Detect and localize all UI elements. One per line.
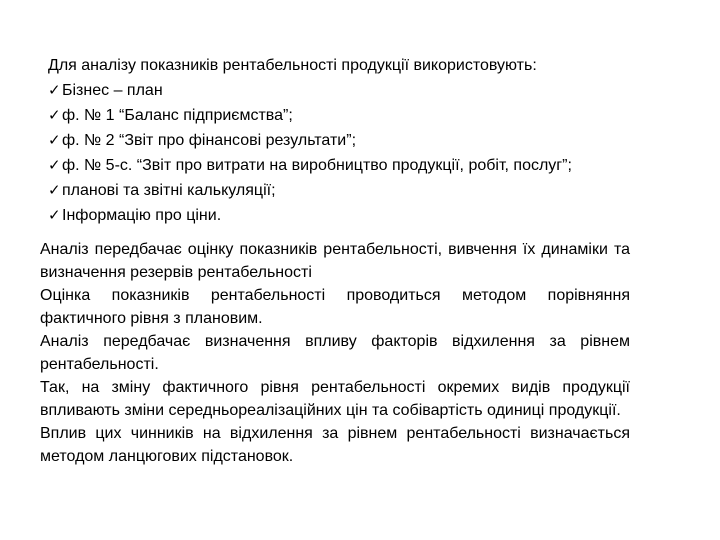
checkmark-icon: ✓ (48, 81, 61, 99)
sources-list-item (48, 203, 668, 228)
sources-item-text: ф. № 5-с. “Звіт про витрати на виробництво продукції, робіт, послуг”; (62, 157, 572, 174)
analysis-paragraph: Аналіз передбачає визначення впливу факторів відхилення за рівнем рентабельності. (40, 333, 630, 373)
checkmark-icon: ✓ (48, 156, 61, 174)
analysis-paragraph: Так, на зміну фактичного рівня рентабельності окремих видів продукції впливають зміни середньореалізаційних цін та собівартість одиниці продукції. (40, 379, 630, 419)
sources-intro: Для аналізу показників рентабельності продукції використовують: (48, 57, 537, 74)
sources-list-item (48, 178, 668, 203)
sources-list-item (48, 128, 668, 153)
analysis-paragraph: Вплив цих чинників на відхилення за рівнем рентабельності визначається методом ланцюгових підстановок. (40, 425, 630, 465)
sources-list-item (48, 78, 668, 103)
checkmark-icon: ✓ (48, 181, 61, 199)
sources-item-text: Інформацію про ціни. (62, 207, 222, 224)
checkmark-icon: ✓ (48, 206, 61, 224)
sources-item-text: планові та звітні калькуляції; (62, 182, 276, 199)
analysis-paragraph: Аналіз передбачає оцінку показників рентабельності, вивчення їх динаміки та визначення резервів рентабельності (40, 241, 630, 281)
sources-item-text: Бізнес – план (62, 82, 163, 99)
sources-list (48, 78, 668, 228)
sources-item-text: ф. № 1 “Баланс підприємства”; (62, 107, 293, 124)
checkmark-icon: ✓ (48, 106, 61, 124)
sources-item-text: ф. № 2 “Звіт про фінансові результати”; (62, 132, 357, 149)
sources-block (48, 54, 668, 228)
analysis-paragraph: Оцінка показників рентабельності проводиться методом порівняння фактичного рівня з плановим. (40, 287, 630, 327)
sources-list-item (48, 103, 668, 128)
checkmark-icon: ✓ (48, 131, 61, 149)
analysis-block (40, 238, 630, 468)
sources-list-item (48, 153, 668, 178)
